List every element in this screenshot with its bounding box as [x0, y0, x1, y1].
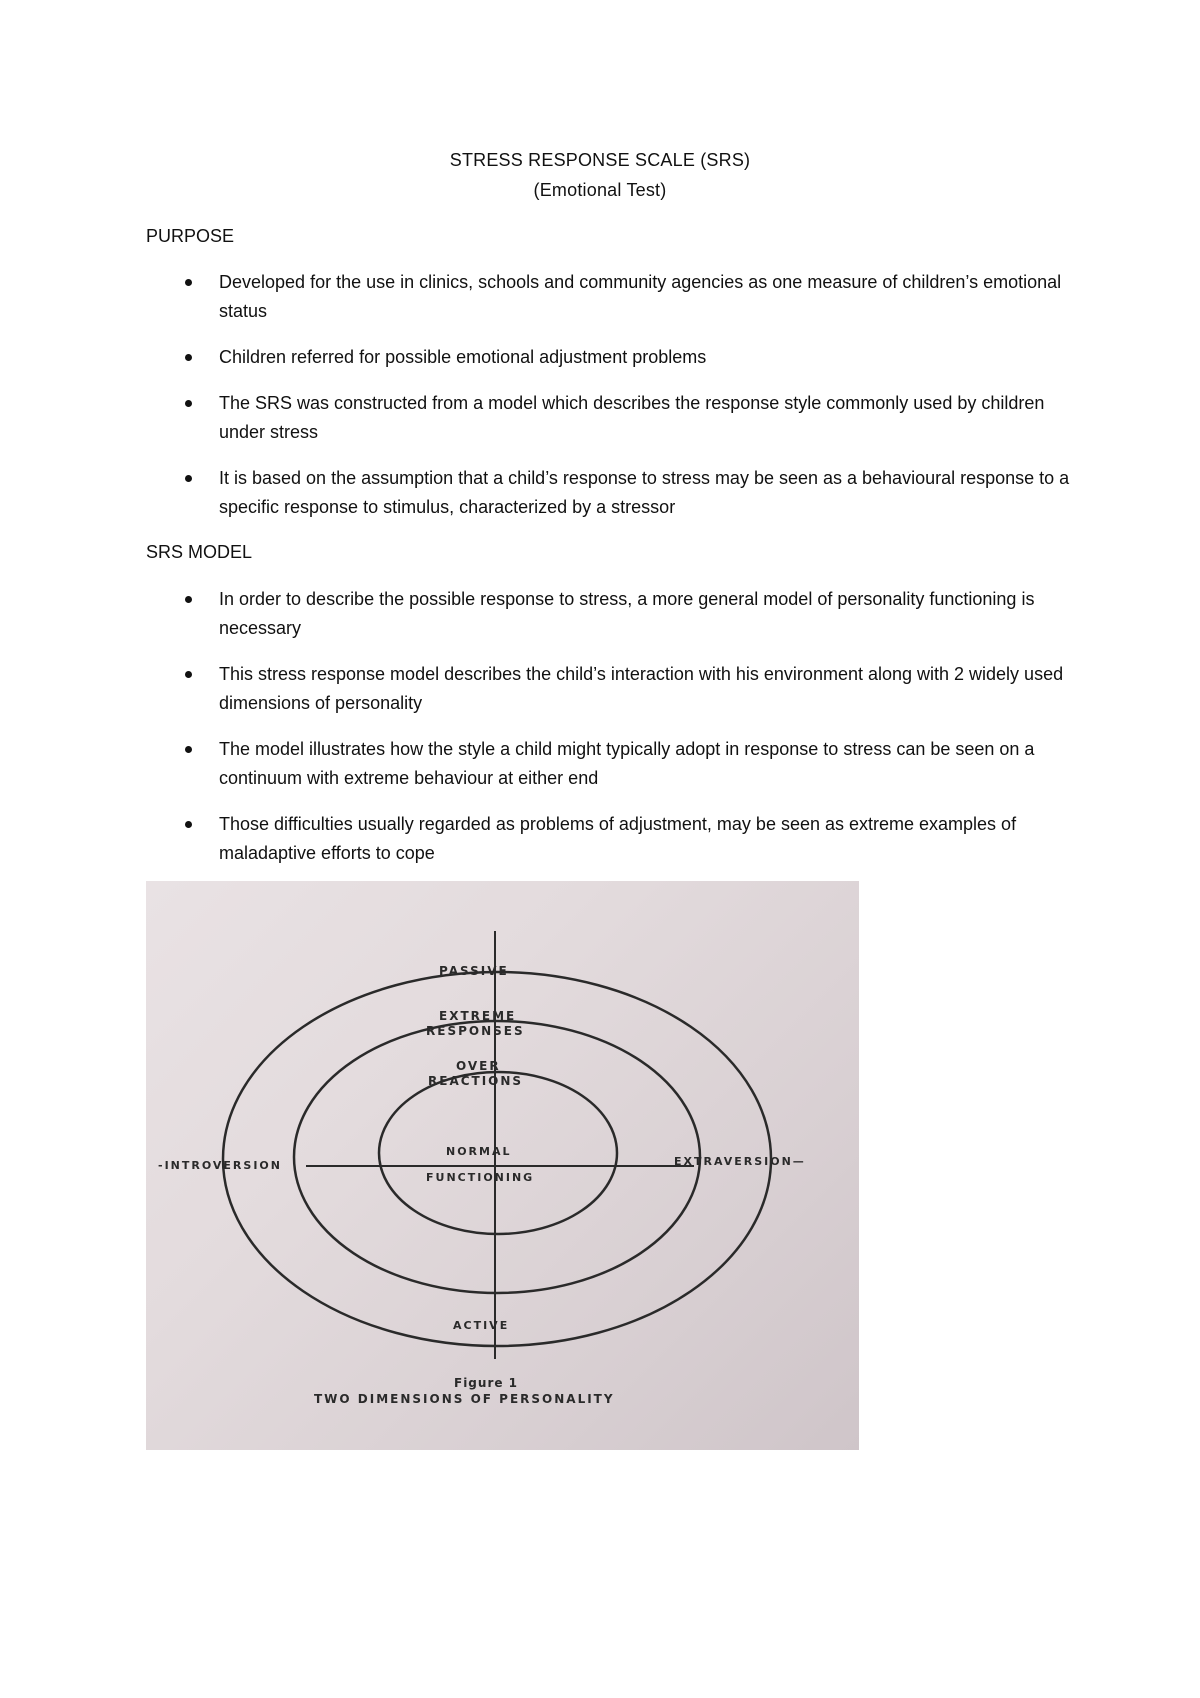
bullet-icon [185, 671, 192, 678]
introversion-label: -INTROVERSION [158, 1159, 282, 1172]
bullet-icon [185, 279, 192, 286]
list-item [146, 735, 1076, 793]
list-item-text: Children referred for possible emotional adjustment problems [219, 347, 707, 367]
list-item [146, 268, 1076, 326]
list-item-text: The model illustrates how the style a child might typically adopt in response to stress can be seen on a continuum with extreme behaviour at either end [219, 739, 1035, 788]
bullet-icon [185, 746, 192, 753]
list-item [146, 660, 1076, 718]
list-item-text: This stress response model describes the child’s interaction with his environment along with 2 widely used dimensions of personality [219, 664, 1064, 713]
bullet-icon [185, 596, 192, 603]
list-item [146, 464, 1076, 522]
list-item [146, 389, 1076, 447]
extreme-label: EXTREME [439, 1009, 517, 1023]
bullet-icon [185, 400, 192, 407]
list-item [146, 343, 1076, 372]
list-item-text: The SRS was constructed from a model which describes the response style commonly used by children under stress [219, 393, 1045, 442]
bullet-icon [185, 821, 192, 828]
document-subtitle: (Emotional Test) [533, 180, 667, 200]
document-title: STRESS RESPONSE SCALE (SRS) [449, 150, 751, 170]
extraversion-label: EXTRAVERSION— [674, 1155, 806, 1168]
list-item [146, 810, 1076, 868]
srs-model-heading: SRS MODEL [146, 542, 253, 562]
active-label: ACTIVE [453, 1319, 510, 1332]
list-item-text: It is based on the assumption that a child’s response to stress may be seen as a behavioural response to a specific response to stimulus, characterized by a stressor [219, 468, 1070, 517]
list-item [146, 585, 1076, 643]
list-item-text: Developed for the use in clinics, schools and community agencies as one measure of children’s emotional status [219, 272, 1062, 321]
srs-model-list [146, 585, 1076, 885]
figure-caption: TWO DIMENSIONS OF PERSONALITY [314, 1392, 615, 1406]
purpose-list [146, 268, 1076, 539]
normal-label: NORMAL [446, 1145, 512, 1158]
purpose-heading: PURPOSE [146, 226, 235, 246]
reactions-label: REACTIONS [428, 1074, 524, 1088]
bullet-icon [185, 354, 192, 361]
bullet-icon [185, 475, 192, 482]
over-label: OVER [456, 1059, 501, 1073]
responses-label: RESPONSES [426, 1024, 525, 1038]
functioning-label: FUNCTIONING [426, 1171, 535, 1184]
figure-number: Figure 1 [454, 1376, 519, 1390]
list-item-text: Those difficulties usually regarded as problems of adjustment, may be seen as extreme examples of maladaptive efforts to cope [219, 814, 1017, 863]
personality-dimensions-figure [146, 881, 859, 1450]
list-item-text: In order to describe the possible response to stress, a more general model of personality functioning is necessary [219, 589, 1035, 638]
passive-label: PASSIVE [439, 964, 509, 978]
